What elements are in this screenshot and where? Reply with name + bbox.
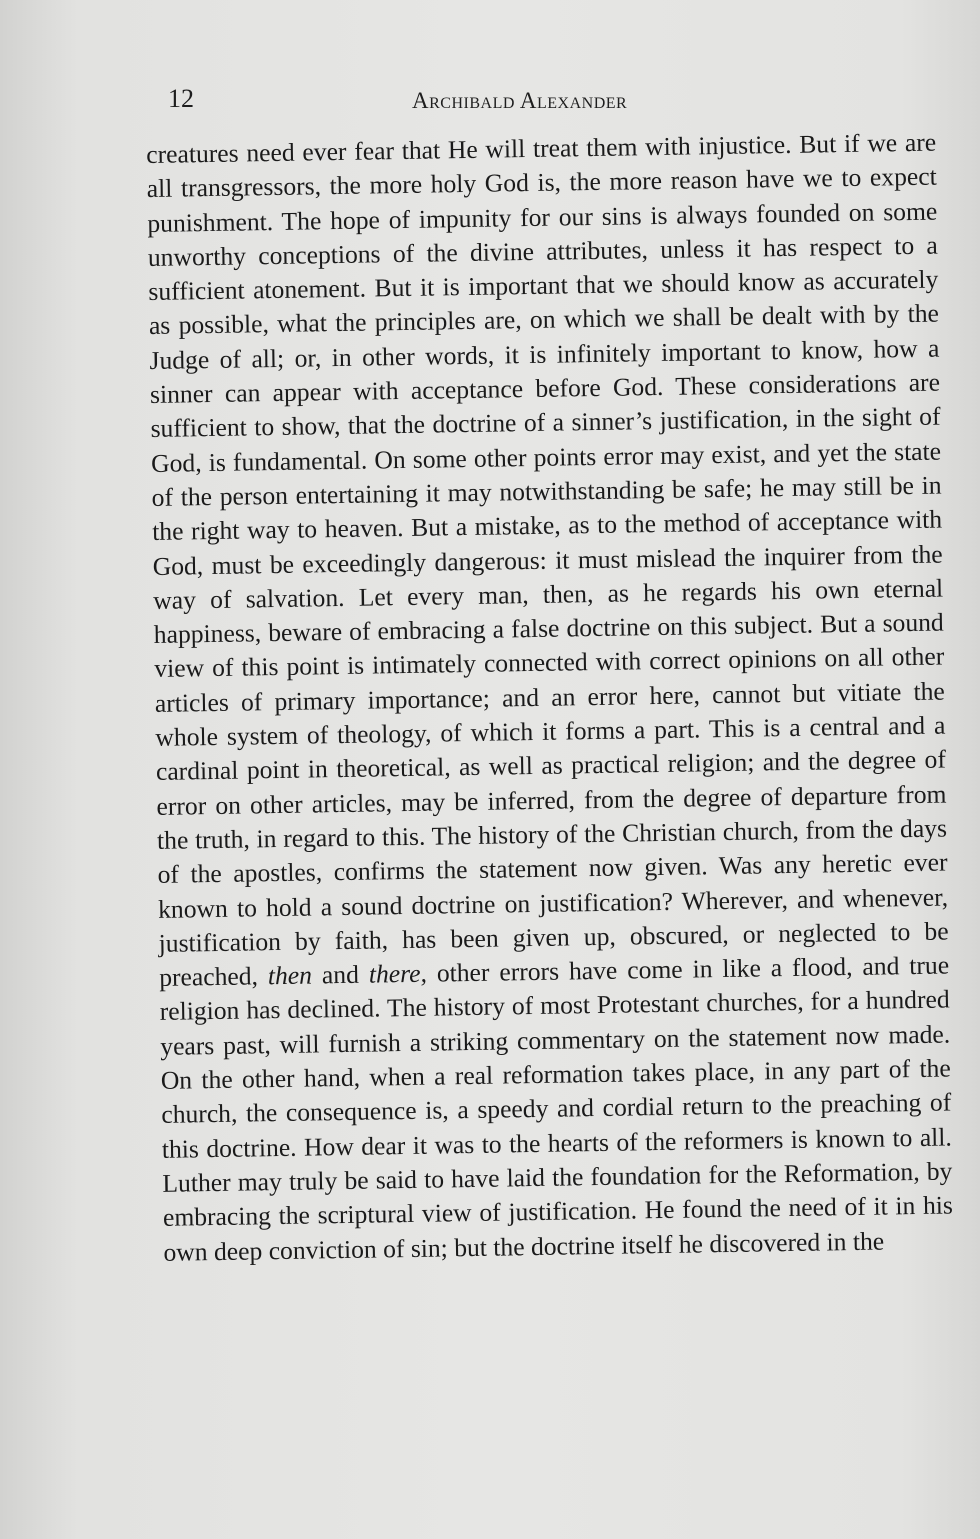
running-title: Archibald Alexander <box>412 88 628 113</box>
body-text <box>146 126 954 1270</box>
text-segment: other errors have come in like a flood, and true religion has declined. The history of most Protestant churches, for a hundred years past, will furnish a striking commentary on the statement now made. On the other hand, when a real reformation takes place, in any part of the church, the consequence is, a speedy and cordial return to the preaching of this doctrine. How dear it was to the hearts of the reformers is known to all. Luther may truly be said to have laid the foundation for the Reformation, by embracing the scriptural view of justification. He found the need of it in his own deep conviction of sin; but the doctrine itself he discovered in the <box>159 950 954 1267</box>
paragraph <box>146 126 954 1270</box>
text-segment: creatures need ever fear that He will treat them with injustice. But if we are all transgressors, the more holy God is, the more reason have we to expect punishment. The hope of impunity for our sins is always founded on some unworthy conceptions of the divine attributes, unless it has respect to a sufficient atonement. But it is important that we should know as accurately as possible, what the principles are, on which we shall be dealt with by the Judge of all; or, in other words, it is infinitely important to know, how a sinner can appear with acceptance before God. These considerations are sufficient to show, that the doctrine of a sinner’s justification, in the sight of God, is fundamental. On some other points error may exist, and yet the state of the person entertaining it may notwithstanding be safe; he may still be in the right way to heaven. But a mistake, as to the method of acceptance with God, must be exceedingly dangerous: it must mislead the inquirer from the way of salvation. Let every man, then, as he regards his own eternal happiness, beware of embracing a false doctrine on this subject. But a sound view of this point is intimately connected with correct opinions on all other articles of primary importance; and an error here, cannot but vitiate the whole system of theology, of which it forms a part. This is a central and a cardinal point in theoretical, as well as practical religion; and the degree of error on other articles, may be inferred, from the degree of departure from the truth, in regard to this. The history of the Christian church, from the days of the apostles, confirms the statement now given. Was any heretic ever known to hold a sound doctrine on justification? Wherever, and whenever, justification by faith, has been given up, obscured, or neglected to be preached, <box>146 127 949 993</box>
text-segment: and <box>321 959 360 990</box>
italic-text: then <box>267 960 313 991</box>
page-number: 12 <box>168 84 194 113</box>
running-head <box>168 84 688 124</box>
italic-text: there, <box>368 958 428 989</box>
